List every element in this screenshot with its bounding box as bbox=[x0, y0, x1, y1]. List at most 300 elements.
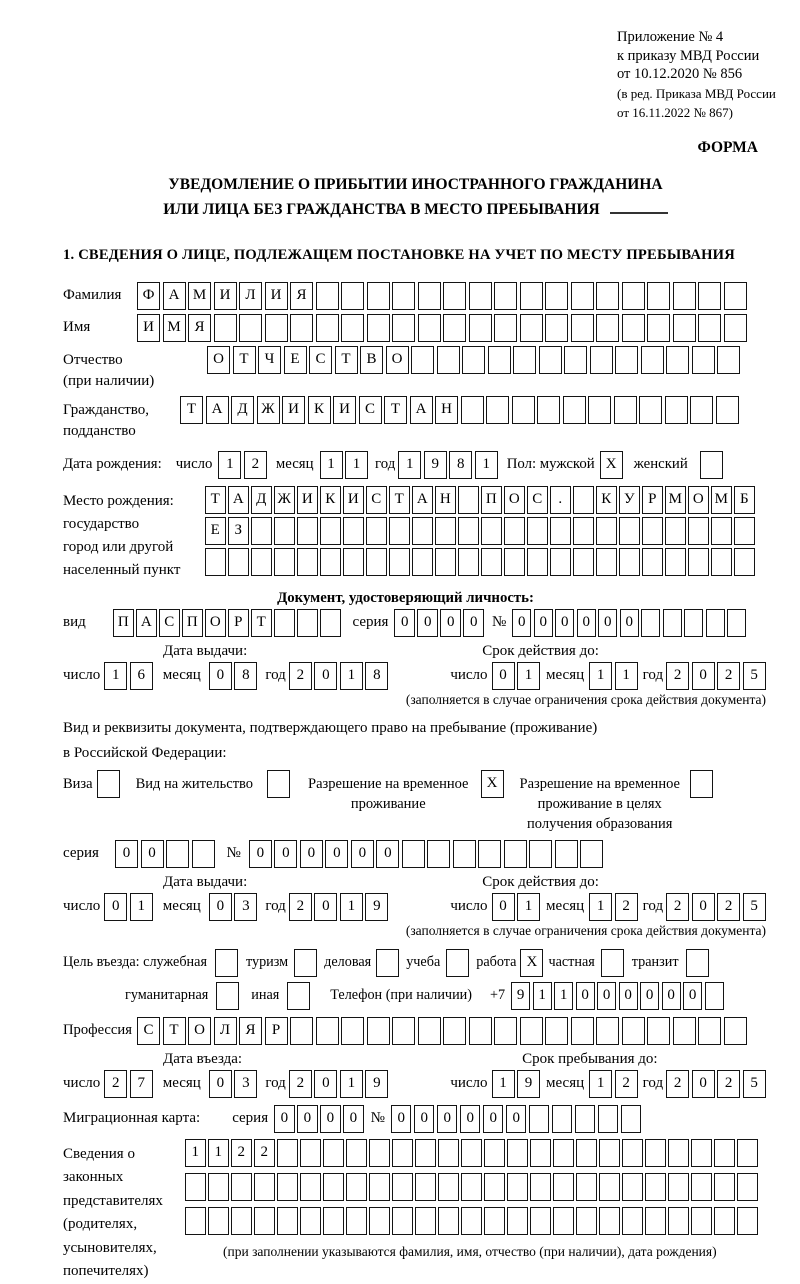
char-cell[interactable] bbox=[323, 1139, 344, 1167]
char-cell[interactable] bbox=[642, 517, 663, 545]
char-cell[interactable] bbox=[614, 396, 637, 424]
char-cell[interactable] bbox=[663, 609, 682, 637]
char-cell[interactable]: О bbox=[386, 346, 409, 374]
char-cell[interactable]: 0 bbox=[598, 609, 617, 637]
char-cell[interactable]: 1 bbox=[517, 662, 540, 690]
char-cell[interactable] bbox=[208, 1173, 229, 1201]
char-cell[interactable] bbox=[369, 1207, 390, 1235]
char-cell[interactable]: 0 bbox=[343, 1105, 364, 1133]
char-cell[interactable] bbox=[415, 1173, 436, 1201]
char-cell[interactable]: 2 bbox=[615, 893, 638, 921]
char-cell[interactable]: 0 bbox=[534, 609, 553, 637]
char-cell[interactable]: Б bbox=[734, 486, 755, 514]
char-cell[interactable] bbox=[571, 282, 594, 310]
char-cell[interactable] bbox=[274, 548, 295, 576]
char-cell[interactable] bbox=[621, 1105, 642, 1133]
char-cell[interactable] bbox=[724, 314, 747, 342]
char-cell[interactable] bbox=[596, 1017, 619, 1045]
char-cell[interactable] bbox=[239, 314, 262, 342]
char-cell[interactable]: О bbox=[504, 486, 525, 514]
char-cell[interactable]: И bbox=[297, 486, 318, 514]
char-cell[interactable] bbox=[691, 1207, 712, 1235]
char-cell[interactable] bbox=[711, 517, 732, 545]
char-cell[interactable] bbox=[392, 1207, 413, 1235]
char-cell[interactable] bbox=[300, 1139, 321, 1167]
char-cell[interactable] bbox=[642, 548, 663, 576]
char-cell[interactable] bbox=[513, 346, 536, 374]
char-cell[interactable]: А bbox=[228, 486, 249, 514]
char-cell[interactable] bbox=[734, 517, 755, 545]
char-cell[interactable]: 1 bbox=[615, 662, 638, 690]
char-cell[interactable]: 2 bbox=[615, 1070, 638, 1098]
char-cell[interactable] bbox=[590, 346, 613, 374]
char-cell[interactable] bbox=[706, 609, 725, 637]
char-cell[interactable] bbox=[297, 517, 318, 545]
char-cell[interactable] bbox=[418, 1017, 441, 1045]
char-cell[interactable] bbox=[415, 1207, 436, 1235]
checkbox-temp-residence[interactable]: X bbox=[481, 770, 504, 798]
char-cell[interactable] bbox=[389, 517, 410, 545]
char-cell[interactable] bbox=[484, 1207, 505, 1235]
char-cell[interactable]: О bbox=[205, 609, 226, 637]
char-cell[interactable]: 0 bbox=[325, 840, 348, 868]
char-cell[interactable]: 0 bbox=[640, 982, 659, 1010]
char-cell[interactable]: 0 bbox=[692, 1070, 715, 1098]
char-cell[interactable] bbox=[290, 314, 313, 342]
char-cell[interactable] bbox=[711, 548, 732, 576]
char-cell[interactable] bbox=[512, 396, 535, 424]
char-cell[interactable]: 0 bbox=[692, 662, 715, 690]
char-cell[interactable]: 8 bbox=[365, 662, 388, 690]
char-cell[interactable]: 1 bbox=[345, 451, 368, 479]
char-cell[interactable]: 0 bbox=[351, 840, 374, 868]
char-cell[interactable] bbox=[571, 314, 594, 342]
char-cell[interactable]: 0 bbox=[274, 1105, 295, 1133]
char-cell[interactable]: 0 bbox=[417, 609, 438, 637]
char-cell[interactable]: М bbox=[188, 282, 211, 310]
char-cell[interactable] bbox=[530, 1139, 551, 1167]
char-cell[interactable] bbox=[486, 396, 509, 424]
char-cell[interactable]: 0 bbox=[620, 609, 639, 637]
checkbox-purpose-other[interactable] bbox=[287, 982, 310, 1010]
char-cell[interactable] bbox=[392, 1017, 415, 1045]
char-cell[interactable] bbox=[341, 314, 364, 342]
char-cell[interactable] bbox=[392, 282, 415, 310]
char-cell[interactable] bbox=[545, 282, 568, 310]
char-cell[interactable] bbox=[714, 1207, 735, 1235]
char-cell[interactable] bbox=[619, 517, 640, 545]
char-cell[interactable] bbox=[415, 1139, 436, 1167]
char-cell[interactable] bbox=[599, 1207, 620, 1235]
char-cell[interactable] bbox=[668, 1139, 689, 1167]
char-cell[interactable]: 0 bbox=[577, 609, 596, 637]
char-cell[interactable] bbox=[366, 517, 387, 545]
char-cell[interactable] bbox=[573, 548, 594, 576]
checkbox-purpose-study[interactable] bbox=[446, 949, 469, 977]
char-cell[interactable]: 0 bbox=[394, 609, 415, 637]
char-cell[interactable]: Н bbox=[435, 396, 458, 424]
char-cell[interactable] bbox=[580, 840, 603, 868]
checkbox-purpose-work[interactable]: X bbox=[520, 949, 543, 977]
char-cell[interactable]: 1 bbox=[589, 1070, 612, 1098]
char-cell[interactable] bbox=[367, 314, 390, 342]
char-cell[interactable] bbox=[641, 346, 664, 374]
char-cell[interactable] bbox=[469, 1017, 492, 1045]
char-cell[interactable] bbox=[520, 282, 543, 310]
char-cell[interactable] bbox=[192, 840, 215, 868]
char-cell[interactable] bbox=[622, 1017, 645, 1045]
char-cell[interactable]: 0 bbox=[376, 840, 399, 868]
char-cell[interactable] bbox=[553, 1173, 574, 1201]
char-cell[interactable] bbox=[598, 1105, 619, 1133]
char-cell[interactable] bbox=[641, 609, 660, 637]
char-cell[interactable] bbox=[251, 548, 272, 576]
char-cell[interactable] bbox=[418, 282, 441, 310]
char-cell[interactable] bbox=[461, 1207, 482, 1235]
char-cell[interactable]: А bbox=[136, 609, 157, 637]
char-cell[interactable] bbox=[622, 1207, 643, 1235]
checkbox-temp-residence-education[interactable] bbox=[690, 770, 713, 798]
char-cell[interactable]: К bbox=[320, 486, 341, 514]
char-cell[interactable]: Р bbox=[642, 486, 663, 514]
char-cell[interactable] bbox=[520, 314, 543, 342]
char-cell[interactable] bbox=[504, 548, 525, 576]
checkbox-purpose-tourism[interactable] bbox=[294, 949, 317, 977]
char-cell[interactable] bbox=[453, 840, 476, 868]
char-cell[interactable]: 0 bbox=[300, 840, 323, 868]
char-cell[interactable] bbox=[576, 1139, 597, 1167]
char-cell[interactable]: 9 bbox=[517, 1070, 540, 1098]
char-cell[interactable] bbox=[185, 1207, 206, 1235]
char-cell[interactable] bbox=[737, 1173, 758, 1201]
char-cell[interactable] bbox=[668, 1173, 689, 1201]
char-cell[interactable]: 5 bbox=[743, 662, 766, 690]
char-cell[interactable] bbox=[438, 1173, 459, 1201]
checkbox-sex-female[interactable] bbox=[700, 451, 723, 479]
char-cell[interactable] bbox=[461, 1139, 482, 1167]
char-cell[interactable] bbox=[461, 1173, 482, 1201]
char-cell[interactable] bbox=[599, 1173, 620, 1201]
char-cell[interactable]: 1 bbox=[589, 893, 612, 921]
char-cell[interactable]: 2 bbox=[289, 662, 312, 690]
char-cell[interactable] bbox=[458, 548, 479, 576]
char-cell[interactable] bbox=[596, 548, 617, 576]
char-cell[interactable]: А bbox=[163, 282, 186, 310]
char-cell[interactable] bbox=[367, 282, 390, 310]
char-cell[interactable] bbox=[673, 282, 696, 310]
char-cell[interactable] bbox=[494, 282, 517, 310]
char-cell[interactable] bbox=[402, 840, 425, 868]
char-cell[interactable] bbox=[553, 1207, 574, 1235]
checkbox-purpose-transit[interactable] bbox=[686, 949, 709, 977]
char-cell[interactable] bbox=[576, 1207, 597, 1235]
char-cell[interactable] bbox=[692, 346, 715, 374]
char-cell[interactable] bbox=[316, 282, 339, 310]
char-cell[interactable] bbox=[553, 1139, 574, 1167]
char-cell[interactable] bbox=[684, 609, 703, 637]
char-cell[interactable]: Т bbox=[205, 486, 226, 514]
checkbox-purpose-business[interactable] bbox=[376, 949, 399, 977]
char-cell[interactable]: 0 bbox=[314, 1070, 337, 1098]
char-cell[interactable]: Т bbox=[180, 396, 203, 424]
char-cell[interactable] bbox=[341, 282, 364, 310]
char-cell[interactable]: 8 bbox=[449, 451, 472, 479]
char-cell[interactable] bbox=[392, 1173, 413, 1201]
char-cell[interactable] bbox=[208, 1207, 229, 1235]
char-cell[interactable]: К bbox=[308, 396, 331, 424]
char-cell[interactable] bbox=[596, 314, 619, 342]
char-cell[interactable] bbox=[520, 1017, 543, 1045]
char-cell[interactable] bbox=[346, 1207, 367, 1235]
char-cell[interactable]: 1 bbox=[398, 451, 421, 479]
char-cell[interactable]: Т bbox=[335, 346, 358, 374]
char-cell[interactable] bbox=[343, 517, 364, 545]
char-cell[interactable] bbox=[369, 1139, 390, 1167]
char-cell[interactable]: М bbox=[163, 314, 186, 342]
char-cell[interactable] bbox=[185, 1173, 206, 1201]
char-cell[interactable]: 0 bbox=[297, 1105, 318, 1133]
char-cell[interactable] bbox=[529, 1105, 550, 1133]
char-cell[interactable] bbox=[573, 517, 594, 545]
char-cell[interactable]: Ж bbox=[257, 396, 280, 424]
char-cell[interactable]: 1 bbox=[340, 1070, 363, 1098]
char-cell[interactable] bbox=[437, 346, 460, 374]
char-cell[interactable] bbox=[290, 1017, 313, 1045]
char-cell[interactable] bbox=[369, 1173, 390, 1201]
char-cell[interactable]: 2 bbox=[666, 893, 689, 921]
char-cell[interactable]: 0 bbox=[314, 893, 337, 921]
char-cell[interactable]: М bbox=[665, 486, 686, 514]
char-cell[interactable] bbox=[698, 282, 721, 310]
char-cell[interactable] bbox=[688, 517, 709, 545]
char-cell[interactable] bbox=[647, 1017, 670, 1045]
char-cell[interactable] bbox=[645, 1173, 666, 1201]
char-cell[interactable] bbox=[727, 609, 746, 637]
char-cell[interactable] bbox=[668, 1207, 689, 1235]
char-cell[interactable] bbox=[665, 396, 688, 424]
char-cell[interactable]: 2 bbox=[104, 1070, 127, 1098]
char-cell[interactable]: Я bbox=[290, 282, 313, 310]
char-cell[interactable] bbox=[673, 314, 696, 342]
char-cell[interactable]: 1 bbox=[533, 982, 552, 1010]
char-cell[interactable] bbox=[504, 840, 527, 868]
char-cell[interactable] bbox=[530, 1207, 551, 1235]
char-cell[interactable] bbox=[469, 314, 492, 342]
char-cell[interactable]: И bbox=[214, 282, 237, 310]
char-cell[interactable] bbox=[698, 1017, 721, 1045]
char-cell[interactable]: 0 bbox=[209, 1070, 232, 1098]
char-cell[interactable] bbox=[504, 517, 525, 545]
char-cell[interactable]: Р bbox=[228, 609, 249, 637]
char-cell[interactable]: 2 bbox=[717, 893, 740, 921]
char-cell[interactable] bbox=[166, 840, 189, 868]
char-cell[interactable] bbox=[619, 548, 640, 576]
char-cell[interactable]: 0 bbox=[506, 1105, 527, 1133]
char-cell[interactable]: П bbox=[182, 609, 203, 637]
char-cell[interactable]: 0 bbox=[619, 982, 638, 1010]
char-cell[interactable]: 8 bbox=[234, 662, 257, 690]
char-cell[interactable] bbox=[571, 1017, 594, 1045]
char-cell[interactable] bbox=[494, 1017, 517, 1045]
char-cell[interactable] bbox=[438, 1139, 459, 1167]
char-cell[interactable]: 0 bbox=[555, 609, 574, 637]
char-cell[interactable]: 0 bbox=[209, 662, 232, 690]
char-cell[interactable] bbox=[596, 282, 619, 310]
char-cell[interactable]: И bbox=[282, 396, 305, 424]
char-cell[interactable]: 0 bbox=[249, 840, 272, 868]
char-cell[interactable] bbox=[469, 282, 492, 310]
char-cell[interactable] bbox=[443, 1017, 466, 1045]
char-cell[interactable]: С bbox=[359, 396, 382, 424]
char-cell[interactable] bbox=[673, 1017, 696, 1045]
char-cell[interactable]: П bbox=[481, 486, 502, 514]
char-cell[interactable] bbox=[737, 1207, 758, 1235]
char-cell[interactable] bbox=[714, 1139, 735, 1167]
char-cell[interactable]: 2 bbox=[254, 1139, 275, 1167]
char-cell[interactable] bbox=[461, 396, 484, 424]
char-cell[interactable] bbox=[458, 517, 479, 545]
char-cell[interactable]: 0 bbox=[141, 840, 164, 868]
char-cell[interactable]: 1 bbox=[104, 662, 127, 690]
char-cell[interactable] bbox=[427, 840, 450, 868]
char-cell[interactable] bbox=[527, 517, 548, 545]
char-cell[interactable]: 0 bbox=[492, 662, 515, 690]
char-cell[interactable] bbox=[231, 1173, 252, 1201]
char-cell[interactable] bbox=[367, 1017, 390, 1045]
char-cell[interactable]: К bbox=[596, 486, 617, 514]
char-cell[interactable] bbox=[254, 1173, 275, 1201]
char-cell[interactable]: Т bbox=[233, 346, 256, 374]
char-cell[interactable] bbox=[599, 1139, 620, 1167]
char-cell[interactable] bbox=[507, 1173, 528, 1201]
char-cell[interactable]: 0 bbox=[576, 982, 595, 1010]
char-cell[interactable]: Е bbox=[284, 346, 307, 374]
char-cell[interactable] bbox=[665, 548, 686, 576]
char-cell[interactable] bbox=[596, 517, 617, 545]
char-cell[interactable]: 3 bbox=[234, 893, 257, 921]
char-cell[interactable] bbox=[418, 314, 441, 342]
char-cell[interactable] bbox=[564, 346, 587, 374]
char-cell[interactable] bbox=[228, 548, 249, 576]
char-cell[interactable]: Д bbox=[231, 396, 254, 424]
char-cell[interactable]: 0 bbox=[320, 1105, 341, 1133]
char-cell[interactable] bbox=[254, 1207, 275, 1235]
char-cell[interactable] bbox=[297, 609, 318, 637]
char-cell[interactable]: 0 bbox=[483, 1105, 504, 1133]
char-cell[interactable]: 1 bbox=[340, 662, 363, 690]
checkbox-sex-male[interactable]: X bbox=[600, 451, 623, 479]
char-cell[interactable]: 2 bbox=[666, 1070, 689, 1098]
char-cell[interactable]: 7 bbox=[130, 1070, 153, 1098]
char-cell[interactable] bbox=[527, 548, 548, 576]
char-cell[interactable]: 1 bbox=[517, 893, 540, 921]
char-cell[interactable]: И bbox=[137, 314, 160, 342]
char-cell[interactable]: Н bbox=[435, 486, 456, 514]
char-cell[interactable]: Ч bbox=[258, 346, 281, 374]
char-cell[interactable]: 5 bbox=[743, 1070, 766, 1098]
char-cell[interactable]: 9 bbox=[424, 451, 447, 479]
char-cell[interactable]: 1 bbox=[208, 1139, 229, 1167]
char-cell[interactable] bbox=[552, 1105, 573, 1133]
char-cell[interactable] bbox=[691, 1139, 712, 1167]
char-cell[interactable] bbox=[316, 314, 339, 342]
char-cell[interactable]: А bbox=[412, 486, 433, 514]
char-cell[interactable] bbox=[690, 396, 713, 424]
checkbox-residence-permit[interactable] bbox=[267, 770, 290, 798]
char-cell[interactable] bbox=[277, 1207, 298, 1235]
char-cell[interactable] bbox=[545, 1017, 568, 1045]
char-cell[interactable] bbox=[645, 1207, 666, 1235]
char-cell[interactable] bbox=[688, 548, 709, 576]
char-cell[interactable]: А bbox=[410, 396, 433, 424]
char-cell[interactable]: 1 bbox=[185, 1139, 206, 1167]
char-cell[interactable]: Я bbox=[239, 1017, 262, 1045]
char-cell[interactable] bbox=[392, 1139, 413, 1167]
char-cell[interactable] bbox=[274, 517, 295, 545]
char-cell[interactable] bbox=[494, 314, 517, 342]
char-cell[interactable]: В bbox=[360, 346, 383, 374]
char-cell[interactable] bbox=[366, 548, 387, 576]
char-cell[interactable] bbox=[346, 1173, 367, 1201]
char-cell[interactable] bbox=[320, 548, 341, 576]
char-cell[interactable] bbox=[412, 548, 433, 576]
char-cell[interactable] bbox=[462, 346, 485, 374]
char-cell[interactable]: 0 bbox=[512, 609, 531, 637]
char-cell[interactable] bbox=[539, 346, 562, 374]
char-cell[interactable]: 9 bbox=[511, 982, 530, 1010]
char-cell[interactable]: Т bbox=[251, 609, 272, 637]
char-cell[interactable] bbox=[588, 396, 611, 424]
checkbox-purpose-official[interactable] bbox=[215, 949, 238, 977]
char-cell[interactable] bbox=[537, 396, 560, 424]
char-cell[interactable]: З bbox=[228, 517, 249, 545]
char-cell[interactable]: 0 bbox=[115, 840, 138, 868]
char-cell[interactable]: 0 bbox=[683, 982, 702, 1010]
char-cell[interactable]: 1 bbox=[589, 662, 612, 690]
char-cell[interactable]: Т bbox=[384, 396, 407, 424]
char-cell[interactable] bbox=[435, 548, 456, 576]
checkbox-purpose-humanitarian[interactable] bbox=[216, 982, 239, 1010]
char-cell[interactable] bbox=[478, 840, 501, 868]
char-cell[interactable] bbox=[507, 1139, 528, 1167]
char-cell[interactable]: 1 bbox=[340, 893, 363, 921]
char-cell[interactable]: 1 bbox=[218, 451, 241, 479]
char-cell[interactable]: Л bbox=[214, 1017, 237, 1045]
char-cell[interactable] bbox=[277, 1173, 298, 1201]
char-cell[interactable] bbox=[412, 517, 433, 545]
char-cell[interactable]: 2 bbox=[231, 1139, 252, 1167]
char-cell[interactable]: 0 bbox=[209, 893, 232, 921]
char-cell[interactable]: 5 bbox=[743, 893, 766, 921]
char-cell[interactable]: 1 bbox=[130, 893, 153, 921]
char-cell[interactable]: 3 bbox=[234, 1070, 257, 1098]
char-cell[interactable]: С bbox=[527, 486, 548, 514]
char-cell[interactable] bbox=[563, 396, 586, 424]
char-cell[interactable] bbox=[300, 1173, 321, 1201]
char-cell[interactable] bbox=[316, 1017, 339, 1045]
char-cell[interactable] bbox=[323, 1173, 344, 1201]
char-cell[interactable] bbox=[734, 548, 755, 576]
char-cell[interactable]: 0 bbox=[460, 1105, 481, 1133]
char-cell[interactable] bbox=[576, 1173, 597, 1201]
char-cell[interactable] bbox=[277, 1139, 298, 1167]
char-cell[interactable]: 9 bbox=[365, 1070, 388, 1098]
char-cell[interactable] bbox=[507, 1207, 528, 1235]
char-cell[interactable]: 2 bbox=[289, 1070, 312, 1098]
char-cell[interactable]: О bbox=[688, 486, 709, 514]
char-cell[interactable] bbox=[205, 548, 226, 576]
char-cell[interactable] bbox=[530, 1173, 551, 1201]
